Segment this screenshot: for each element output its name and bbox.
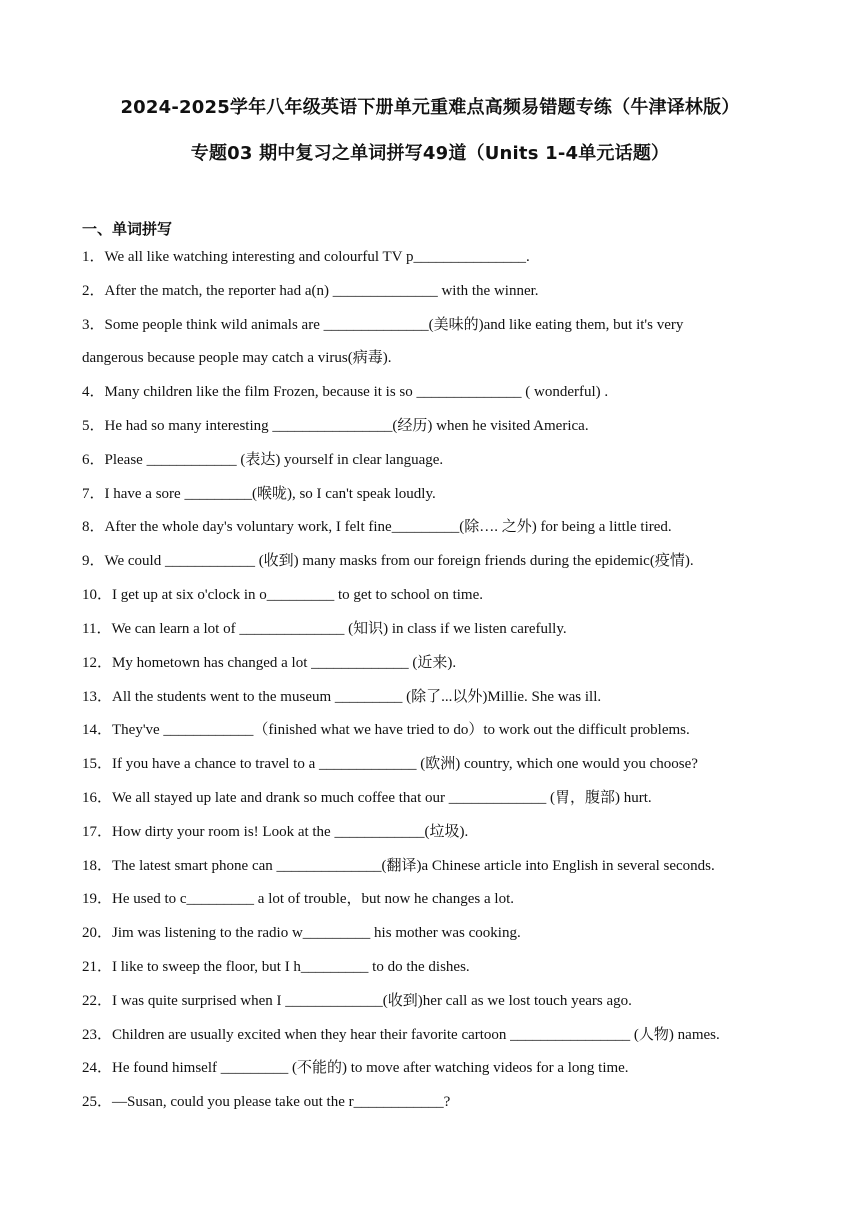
section-heading: 一、单词拼写: [82, 220, 173, 238]
question-item: 17．How dirty your room is! Look at the ____________(垃圾).: [82, 824, 469, 840]
question-item: 25．—Susan, could you please take out the r____________?: [82, 1094, 451, 1110]
question-item: 13．All the students went to the museum _________ (除了...以外)Millie. She was ill.: [82, 689, 602, 705]
question-item: 3．Some people think wild animals are ______________(美味的)and like eating them, but it's very: [82, 317, 684, 333]
question-item: 23．Children are usually excited when they hear their favorite cartoon ________________ (人物) names.: [82, 1027, 720, 1043]
question-item: 11．We can learn a lot of ______________ (知识) in class if we listen carefully.: [82, 621, 567, 637]
question-item: 10．I get up at six o'clock in o_________ to get to school on time.: [82, 587, 483, 603]
question-item: 6．Please ____________ (表达) yourself in clear language.: [82, 452, 444, 468]
question-item: 9．We could ____________ (收到) many masks from our foreign friends during the epidemic(疫情).: [82, 553, 694, 569]
question-item: 18．The latest smart phone can ______________(翻译)a Chinese article into English in several seconds.: [82, 858, 715, 874]
question-item: 4．Many children like the film Frozen, because it is so ______________ ( wonderful) .: [82, 384, 609, 400]
question-item: 22．I was quite surprised when I _____________(收到)her call as we lost touch years ago.: [82, 993, 632, 1009]
question-item: 16．We all stayed up late and drank so much coffee that our _____________ (胃，腹部) hurt.: [82, 790, 652, 806]
document-subtitle: 专题03 期中复习之单词拼写49道（Units 1-4单元话题）: [190, 143, 670, 164]
document-title: 2024-2025学年八年级英语下册单元重难点高频易错题专练（牛津译林版）: [120, 97, 740, 118]
question-item: 15．If you have a chance to travel to a _____________ (欧洲) country, which one would you choose?: [82, 756, 698, 772]
question-item: 12．My hometown has changed a lot _____________ (近来).: [82, 655, 457, 671]
question-item: 5．He had so many interesting ________________(经历) when he visited America.: [82, 418, 589, 434]
question-item: 20．Jim was listening to the radio w_________ his mother was cooking.: [82, 925, 521, 941]
question-item: 1．We all like watching interesting and colourful TV p_______________.: [82, 249, 530, 265]
question-item-continuation: dangerous because people may catch a virus(病毒).: [82, 350, 392, 366]
question-item: 8．After the whole day's voluntary work, I felt fine_________(除…. 之外) for being a little tired.: [82, 519, 672, 535]
question-item: 21．I like to sweep the floor, but I h_________ to do the dishes.: [82, 959, 470, 975]
question-item: 24．He found himself _________ (不能的) to move after watching videos for a long time.: [82, 1060, 629, 1076]
question-item: 19．He used to c_________ a lot of trouble，but now he changes a lot.: [82, 891, 514, 907]
question-item: 7．I have a sore _________(喉咙), so I can't speak loudly.: [82, 486, 436, 502]
question-item: 2．After the match, the reporter had a(n) ______________ with the winner.: [82, 283, 539, 299]
question-item: 14．They've ____________（finished what we have tried to do）to work out the difficult problems.: [82, 722, 690, 738]
